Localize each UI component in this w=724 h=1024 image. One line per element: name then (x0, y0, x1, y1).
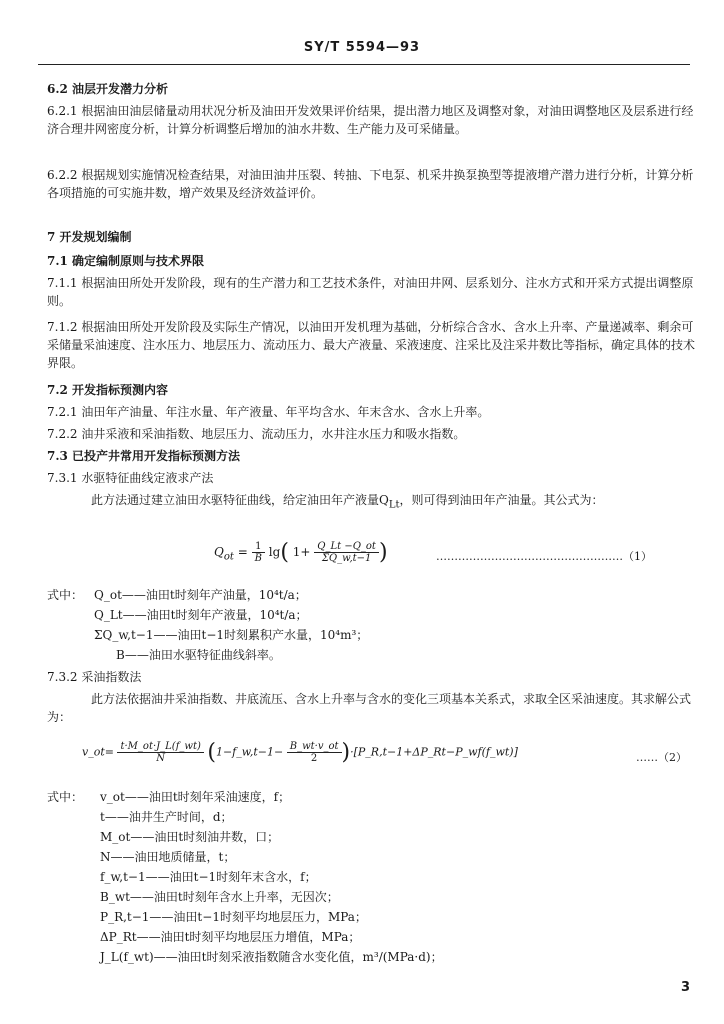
f2-num: t·M_ot·J_L(f_wt) (117, 741, 203, 753)
section-7-heading: 7 开发规划编制 (47, 230, 132, 244)
formula-2-tag: ……（2） (636, 751, 687, 764)
where2-item-9: J_L(f_wt)——油田t时刻采液指数随含水变化值，m³/(MPa·d)； (100, 950, 443, 964)
f2-in-den: 2 (310, 753, 318, 764)
where1-item-2: Q_Lt——油田t时刻年产液量，10⁴t/a； (94, 608, 308, 622)
where1-item-4: B——油田水驱特征曲线斜率。 (116, 648, 281, 662)
f2-inner-fraction (287, 741, 342, 764)
paragraph-7-2-1: 7.2.1 油田年产油量、年注水量、年产液量、年平均含水、年末含水、含水上升率。 (47, 405, 490, 419)
f1-den: ΣQ_w,t−1 (321, 553, 372, 564)
where2-item-5: f_w,t−1——油田t−1时刻年末含水，f； (100, 870, 317, 884)
paragraph-7-1-2: 7.1.2 根据油田所处开发阶段及实际生产情况，以油田开发机理为基础，分析综合含水、含水上升率、产量递减率、剩余可采储量采油速度、注水压力、地层压力、流动压力、最大产液量、采液速度、注采比及注采井数比等指标，确定具体的技术界限。 (47, 320, 696, 370)
paragraph-7-3-2: 此方法依据油井采油指数、井底流压、含水上升率与含水的变化三项基本关系式，求取全区采油速度。其求解公式为： (47, 692, 692, 724)
where-label-1: 式中： (47, 588, 84, 602)
p731-subscript: Lt (388, 499, 400, 511)
where2-item-3: M_ot——油田t时刻油井数，口； (100, 830, 280, 844)
f2-den: N (156, 753, 166, 764)
paragraph-6-2-1: 6.2.1 根据油田油层储量动用状况分析及油田开发效果评价结果，提出潜力地区及调整对象，对油田调整地区及层系进行经济合理井网密度分析，计算分析调整后增加的油水井数、生产能力及可采储量。 (47, 104, 694, 136)
f1-coef-num: 1 (252, 541, 265, 553)
where-label-2: 式中： (47, 790, 84, 804)
where2-item-1: v_ot——油田t时刻年采油速度，f； (100, 790, 291, 804)
where2-item-8: ΔP_Rt——油田t时刻平均地层压力增值，MPa； (100, 930, 361, 944)
formula-2: v_ot= $\frac{t\cdot M\_ot\cdot J\_L(f\_wt)}{N}$ (1−f_w,t−1− $\frac{B\_wt\cdot v\_ot}{2}$ )·[P_R,t−1+ΔP_Rt−P_wf(f_wt)] (82, 740, 518, 765)
page-number: 3 (680, 980, 690, 995)
paragraph-7-3-1 (47, 491, 700, 514)
section-7-3-1-heading: 7.3.1 水驱特征曲线定液求产法 (47, 471, 214, 485)
paragraph-6-2-2: 6.2.2 根据规划实施情况检查结果，对油田油井压裂、转抽、下电泵、机采井换泵换型等提液增产潜力进行分析，计算分析各项措施的可实施井数，增产效果及经济效益评价。 (47, 168, 694, 200)
paragraph-7-2-2: 7.2.2 油井采液和采油指数、地层压力、流动压力，水井注水压力和吸水指数。 (47, 427, 466, 441)
f2-in-num: B_wt·v_ot (287, 741, 342, 753)
paragraph-7-1-1: 7.1.1 根据油田所处开发阶段，现有的生产潜力和工艺技术条件，对油田井网、层系划分、注水方式和开采方式提出调整原则。 (47, 276, 694, 308)
f1-lhs: Q (214, 545, 224, 559)
where2-item-4: N——油田地质储量，t； (100, 850, 236, 864)
f1-num: Q_Lt −Q_ot (314, 541, 379, 553)
f1-eq: = (237, 545, 248, 559)
f1-coef-fraction (252, 541, 265, 564)
f1-lg: lg (268, 545, 281, 559)
formula-1-tag: ……………………………………………（1） (436, 550, 652, 563)
where2-item-6: B_wt——油田t时刻年含水上升率，无因次； (100, 890, 339, 904)
f2-inner: 1−f_w,t−1− (215, 745, 284, 759)
section-7-3-heading: 7.3 已投产井常用开发指标预测方法 (47, 449, 241, 463)
formula-1: $Q_{ot}$ = $\frac{1}{B}$ lg( 1+ $\frac{Q\_Lt -Q\_ot}{\Sigma Q\_w,t-1}$ ) (214, 540, 388, 565)
where2-item-7: P_R,t−1——油田t−1时刻平均地层压力，MPa； (100, 910, 367, 924)
section-7-3-2-heading: 7.3.2 采油指数法 (47, 670, 142, 684)
p731-text-rest: ，则可得到油田年产油量。其公式为： (399, 493, 604, 507)
f2-tail: ·[P_R,t−1+ΔP_Rt−P_wf(f_wt)] (350, 745, 518, 759)
section-7-2-heading: 7.2 开发指标预测内容 (47, 383, 169, 397)
f2-main-fraction (117, 741, 203, 764)
section-6-2-heading: 6.2 油层开发潜力分析 (47, 82, 169, 96)
where2-item-2: t——油井生产时间，d； (100, 810, 233, 824)
f2-lhs: v_ot= (82, 745, 114, 759)
where1-item-3: ΣQ_w,t−1——油田t−1时刻累积产水量，10⁴m³； (94, 628, 369, 642)
f1-main-fraction (314, 541, 379, 564)
f1-coef-den: B (254, 553, 262, 564)
standard-code-header: SY/T 5594—93 (303, 40, 421, 55)
f1-one-plus: 1+ (292, 545, 311, 559)
section-7-1-heading: 7.1 确定编制原则与技术界限 (47, 254, 205, 268)
header-rule (38, 64, 690, 65)
where1-item-1: Q_ot——油田t时刻年产油量，10⁴t/a； (94, 588, 307, 602)
p731-text: 此方法通过建立油田水驱特征曲线，给定油田年产液量Q (91, 493, 389, 507)
f1-lhs-sub: ot (223, 551, 234, 563)
